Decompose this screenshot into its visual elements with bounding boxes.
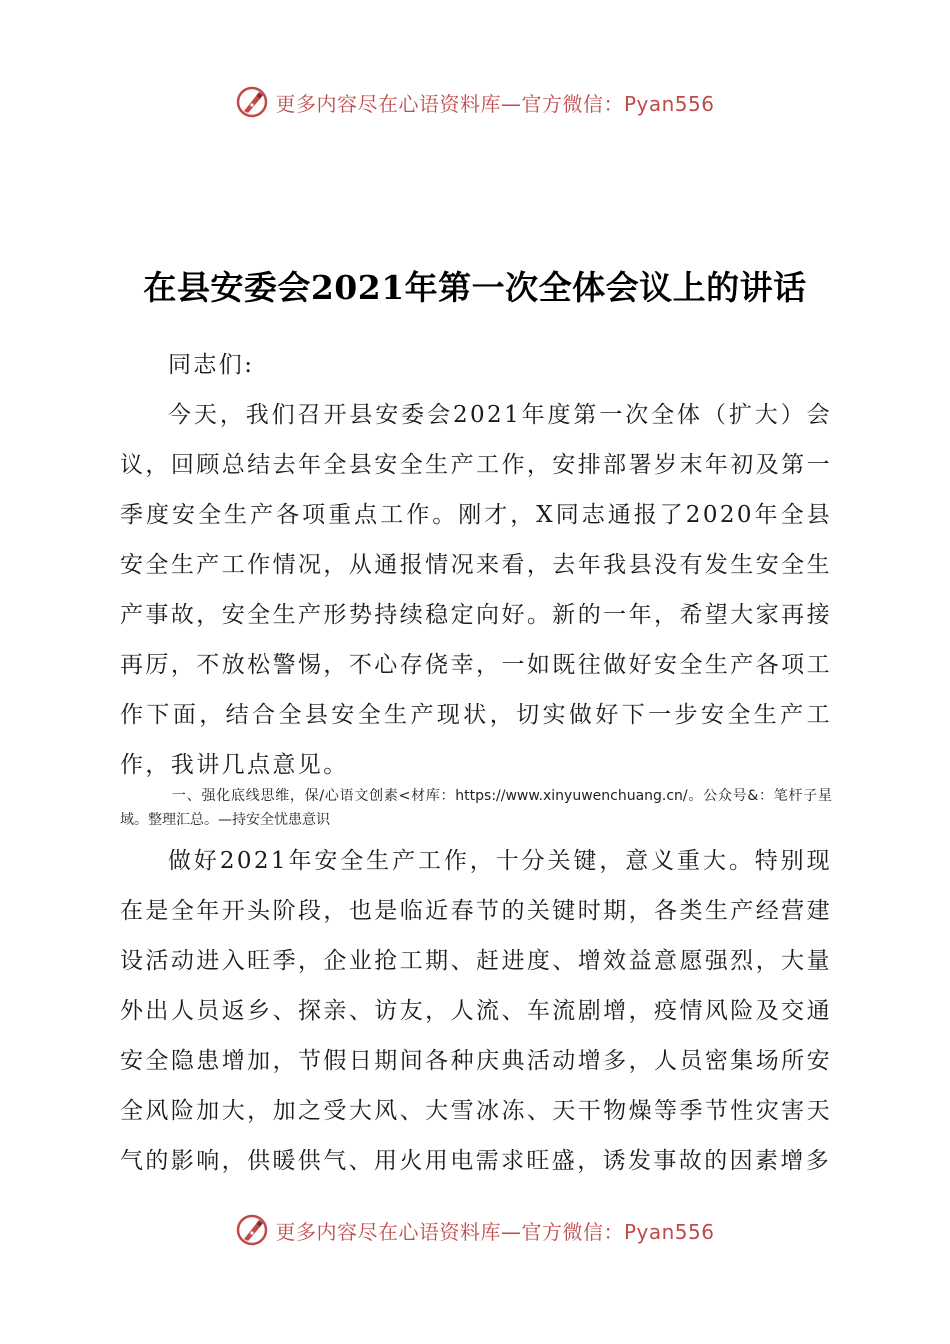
salutation: 同志们: [168, 352, 255, 378]
paragraph-2: 做好2021年安全生产工作，十分关键，意义重大。特别现在是全年开头阶段，也是临近春节的关键时期，各类生产经营建设活动进入旺季，企业抢工期、赶进度、增效益意愿强烈，大量外出人员返乡、探亲、访友，人流、车流剧增，疫情风险及交通安全隐患增加，节假日期间各种庆典活动增多，人员密集场所安全风险加大，加之受大风、大雪冰冻、天干物燥等季节性灾害天气的影响，供暖供气、用火用电需求旺盛，诱发事故的因素增多 [120, 848, 832, 1174]
pen-nib-circle-logo-icon [235, 1213, 269, 1247]
watermark-text: 更多内容尽在心语资料库—官方微信：Pyan556 [275, 91, 715, 116]
second-section [120, 836, 832, 1186]
pen-nib-circle-logo-icon [235, 85, 269, 119]
watermark-banner-bottom [0, 1208, 950, 1252]
opening-section [120, 340, 832, 790]
document-title: 在县安委会2021年第一次全体会议上的讲话 [143, 268, 807, 307]
paragraph-1: 今天，我们召开县安委会2021年度第一次全体（扩大）会议，回顾总结去年全县安全生产工作，安排部署岁末年初及第一季度安全生产各项重点工作。刚才，X同志通报了2020年全县安全生产工作情况，从通报情况来看，去年我县没有发生安全生产事故，安全生产形势持续稳定向好。新的一年，希望大家再接再厉，不放松警惕，不心存侥幸，一如既往做好安全生产各项工作下面，结合全县安全生产现状，切实做好下一步安全生产工作，我讲几点意见。 [120, 402, 832, 778]
section-heading-note: 一、强化底线思维，保/心语文创素<材库：https://www.xinyuwenchuang.cn/。公众号&：笔杆子星域。整理汇总。—持安全忧患意识 [120, 788, 832, 828]
watermark-text: 更多内容尽在心语资料库—官方微信：Pyan556 [275, 1219, 715, 1244]
watermark-banner-top [0, 80, 950, 124]
